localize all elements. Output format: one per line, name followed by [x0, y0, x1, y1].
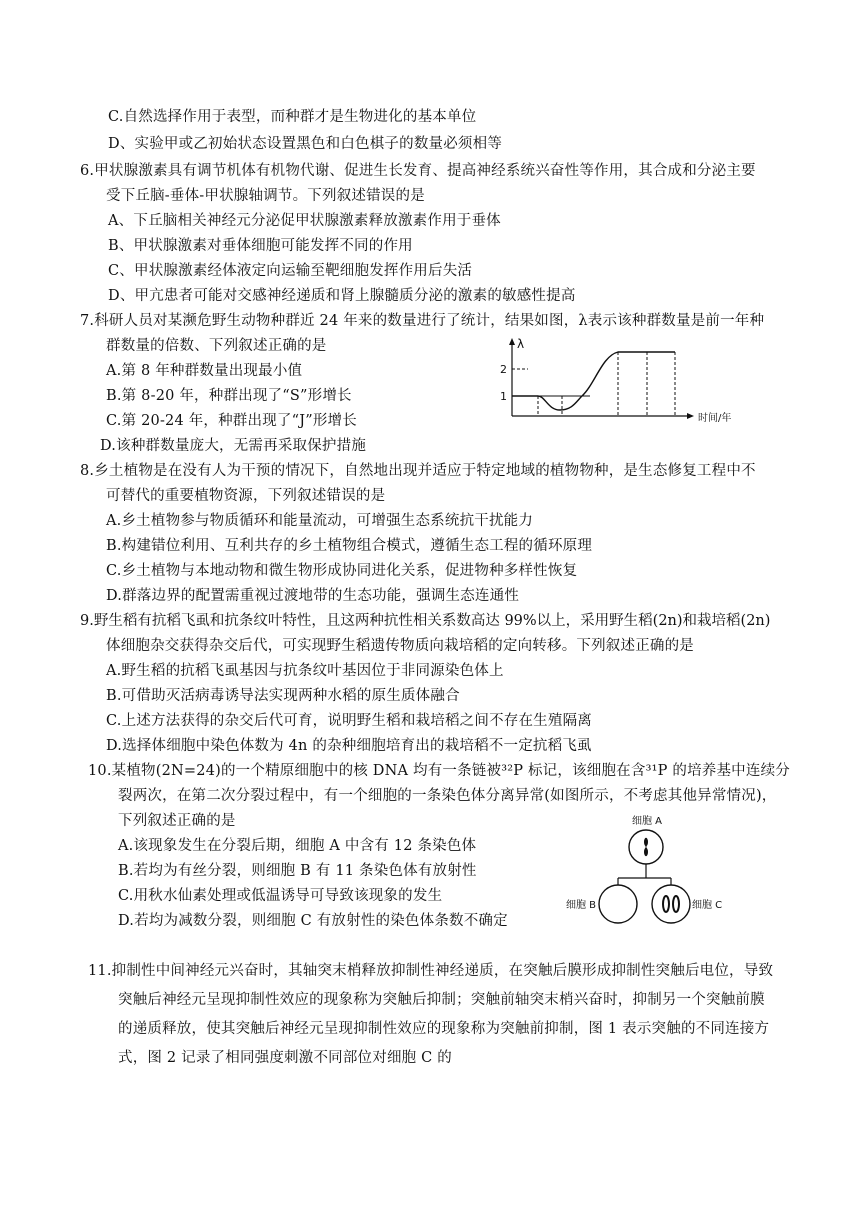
- q9-option-d: D.选择体细胞中染色体数为 4n 的杂种细胞培育出的栽培稻不一定抗稻飞虱: [106, 738, 592, 754]
- q7-stem-cont: 群数量的倍数、下列叙述正确的是: [106, 338, 327, 354]
- q8-stem-cont: 可替代的重要植物资源，下列叙述错误的是: [106, 488, 386, 504]
- q7-option-c: C.第 20-24 年，种群出现了“J”形增长: [106, 413, 357, 429]
- q9-option-c: C.上述方法获得的杂交后代可育，说明野生稻和栽培稻之间不存在生殖隔离: [106, 713, 592, 729]
- x-axis-arrow: [687, 413, 694, 419]
- q6-option-b: B、甲状腺激素对垂体细胞可能发挥不同的作用: [108, 238, 413, 254]
- q10-stem-cont-2: 下列叙述正确的是: [118, 813, 236, 829]
- q7-option-a: A.第 8 年种群数量出现最小值: [106, 363, 303, 379]
- q8-stem: 8.乡土植物是在没有人为干预的情况下，自然地出现并适应于特定地域的植物物种，是生态修复工程中不: [80, 463, 756, 479]
- y-axis-label: λ: [517, 337, 525, 351]
- q8-option-a: A.乡土植物参与物质循环和能量流动，可增强生态系统抗干扰能力: [106, 513, 534, 529]
- q10-option-d: D.若均为减数分裂，则细胞 C 有放射性的染色体条数不确定: [118, 913, 508, 929]
- q7-option-b: B.第 8-20 年，种群出现了“S”形增长: [106, 388, 352, 404]
- q10-cell-figure: [566, 810, 738, 928]
- lambda-curve: [512, 352, 675, 410]
- q6-option-d: D、甲亢患者可能对交感神经递质和肾上腺髓质分泌的激素的敏感性提高: [108, 288, 576, 304]
- cell-c-label: 细胞 C: [692, 900, 723, 911]
- q7-option-d: D.该种群数量庞大，无需再采取保护措施: [100, 438, 367, 454]
- q11-stem-cont-2: 的递质释放，使其突触后神经元呈现抑制性效应的现象称为突触前抑制，图 1 表示突触的不同连接方: [118, 1021, 770, 1037]
- q7-stem: 7.科研人员对某濒危野生动物种群近 24 年来的数量进行了统计，结果如图，λ表示该种群数量是前一年种: [80, 313, 765, 329]
- q10-stem: 10.某植物(2N=24)的一个精原细胞中的核 DNA 均有一条链被³²P 标记，该细胞在含³¹P 的培养基中连续分: [88, 763, 790, 779]
- q6-option-a: A、下丘脑相关神经元分泌促甲状腺激素释放激素作用于垂体: [108, 213, 501, 229]
- q10-option-c: C.用秋水仙素处理或低温诱导可导致该现象的发生: [118, 888, 443, 904]
- q9-stem-cont: 体细胞杂交获得杂交后代，可实现野生稻遗传物质向栽培稻的定向转移。下列叙述正确的是: [106, 638, 694, 654]
- cell-a-label: 细胞 A: [632, 816, 663, 827]
- y-axis-arrow: [509, 338, 515, 345]
- cell-b: [599, 885, 637, 923]
- q11-stem-cont-3: 式，图 2 记录了相同强度刺激不同部位对细胞 C 的: [118, 1050, 452, 1066]
- q8-option-c: C.乡土植物与本地动物和微生物形成协同进化关系，促进物种多样性恢复: [106, 563, 578, 579]
- q9-stem: 9.野生稻有抗稻飞虱和抗条纹叶特性，且这两种抗性相关系数高达 99%以上，采用野生稻(2n)和栽培稻(2n): [80, 613, 771, 629]
- cell-c: [652, 885, 690, 923]
- x-axis-label: 时间/年: [698, 413, 732, 424]
- q6-stem-cont: 受下丘脑-垂体-甲状腺轴调节。下列叙述错误的是: [106, 188, 425, 204]
- q10-option-b: B.若均为有丝分裂，则细胞 B 有 11 条染色体有放射性: [118, 863, 477, 879]
- q10-stem-cont: 裂两次，在第二次分裂过程中，有一个细胞的一条染色体分离异常(如图所示，不考虑其他异常情况)，: [118, 788, 777, 804]
- q11-stem: 11.抑制性中间神经元兴奋时，其轴突末梢释放抑制性神经递质，在突触后膜形成抑制性突触后电位，导致: [88, 963, 774, 979]
- q11-stem-cont: 突触后神经元呈现抑制性效应的现象称为突触后抑制；突触前轴突末梢兴奋时，抑制另一个突触前膜: [118, 992, 765, 1008]
- q6-stem: 6.甲状腺激素具有调节机体有机物代谢、促进生长发育、提高神经系统兴奋性等作用，其合成和分泌主要: [80, 163, 756, 179]
- q9-option-a: A.野生稻的抗稻飞虱基因与抗条纹叶基因位于非同源染色体上: [106, 663, 504, 679]
- q10-option-a: A.该现象发生在分裂后期，细胞 A 中含有 12 条染色体: [118, 838, 477, 854]
- q8-option-d: D.群落边界的配置需重视过渡地带的生态功能，强调生态连通性: [106, 588, 520, 604]
- y-tick-1: 1: [500, 390, 507, 403]
- q5-option-d: D、实验甲或乙初始状态设置黑色和白色棋子的数量必须相等: [108, 136, 503, 152]
- q7-lambda-figure: [490, 334, 735, 434]
- q8-option-b: B.构建错位利用、互利共存的乡土植物组合模式，遵循生态工程的循环原理: [106, 538, 593, 554]
- y-tick-2: 2: [500, 363, 507, 376]
- q6-option-c: C、甲状腺激素经体液定向运输至靶细胞发挥作用后失活: [108, 263, 473, 279]
- q5-option-c: C.自然选择作用于表型，而种群才是生物进化的基本单位: [108, 109, 477, 125]
- q9-option-b: B.可借助灭活病毒诱导法实现两种水稻的原生质体融合: [106, 688, 460, 704]
- cell-b-label: 细胞 B: [566, 900, 597, 911]
